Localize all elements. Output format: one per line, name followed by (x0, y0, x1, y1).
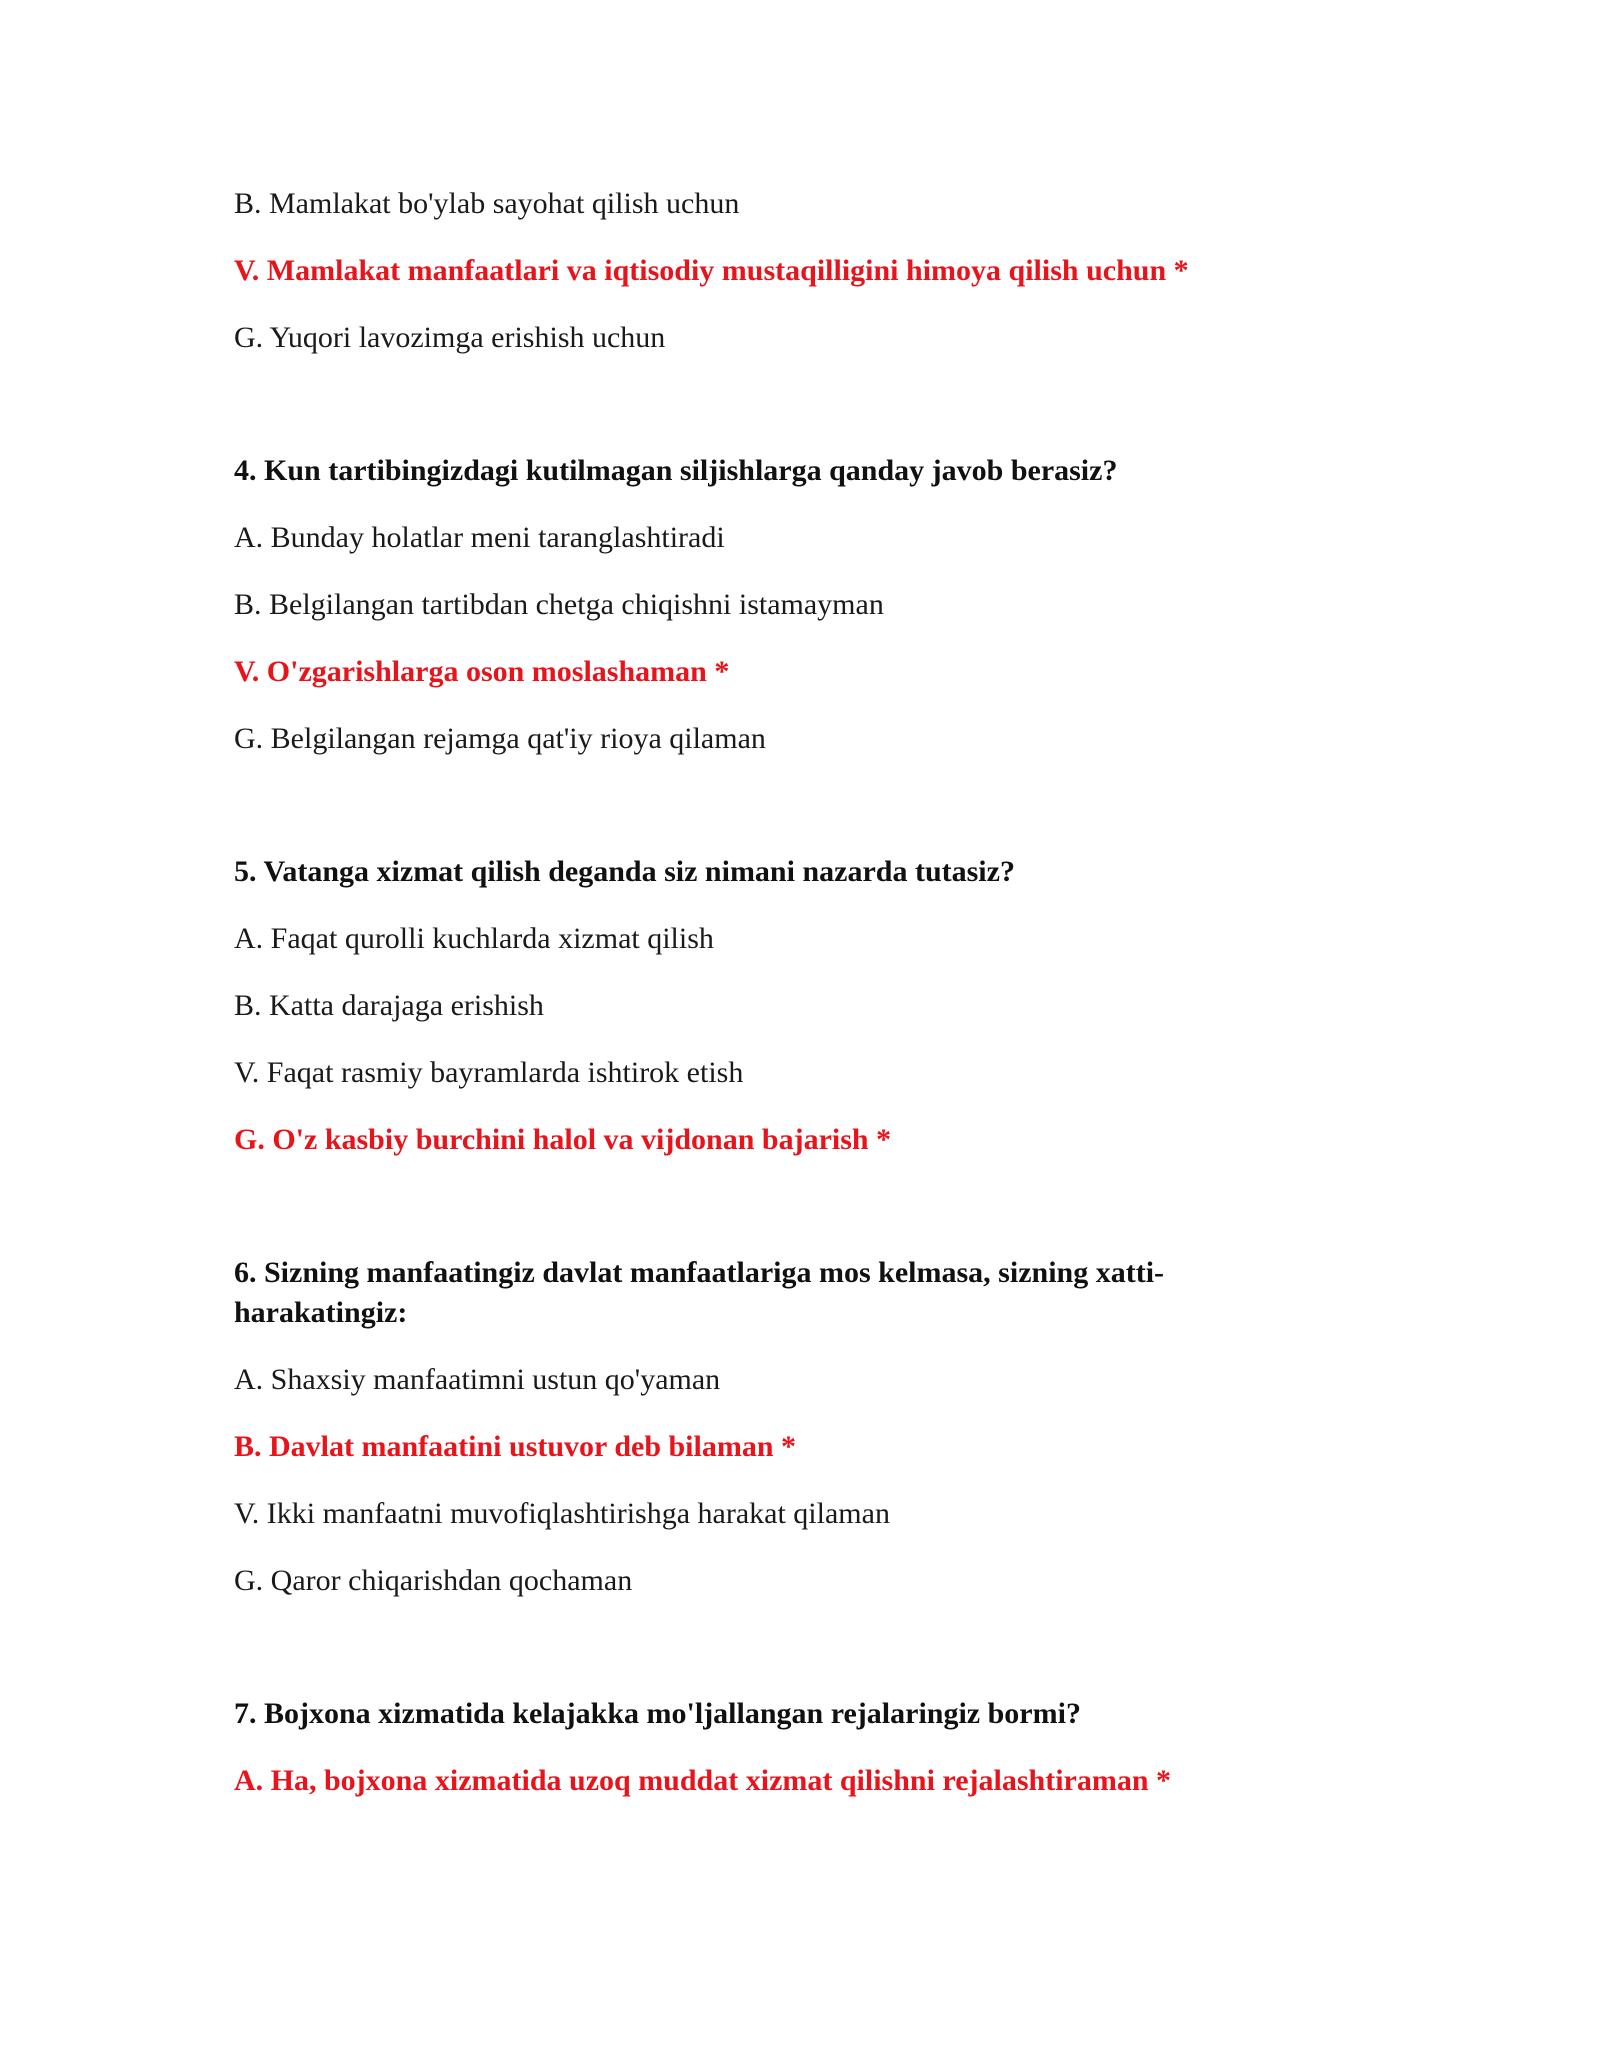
q4-question: 4. Kun tartibingizdagi kutilmagan siljishlarga qanday javob berasiz? (234, 454, 1118, 487)
q4-option-g: G. Belgilangan rejamga qat'iy rioya qilaman (234, 722, 766, 755)
q5-option-g-correct: G. O'z kasbiy burchini halol va vijdonan bajarish * (234, 1123, 892, 1156)
q5-option-b: B. Katta darajaga erishish (234, 989, 544, 1022)
q6-option-b-correct: B. Davlat manfaatini ustuvor deb bilaman * (234, 1430, 797, 1463)
q6-question-line-2: harakatingiz: (234, 1296, 408, 1329)
q5-option-v: V. Faqat rasmiy bayramlarda ishtirok etish (234, 1056, 744, 1089)
q3-option-b: B. Mamlakat bo'ylab sayohat qilish uchun (234, 187, 740, 220)
q4-option-a: A. Bunday holatlar meni taranglashtiradi (234, 521, 725, 554)
q7-option-a-correct: A. Ha, bojxona xizmatida uzoq muddat xizmat qilishni rejalashtiraman * (234, 1764, 1172, 1797)
q6-question-line-1: 6. Sizning manfaatingiz davlat manfaatlariga mos kelmasa, sizning xatti- (234, 1256, 1165, 1289)
q6-option-v: V. Ikki manfaatni muvofiqlashtirishga harakat qilaman (234, 1497, 890, 1530)
q4-option-v-correct: V. O'zgarishlarga oson moslashaman * (234, 655, 730, 688)
q3-option-v-correct: V. Mamlakat manfaatlari va iqtisodiy mustaqilligini himoya qilish uchun * (234, 254, 1189, 287)
q5-question: 5. Vatanga xizmat qilish deganda siz nimani nazarda tutasiz? (234, 855, 1015, 888)
q6-option-a: A. Shaxsiy manfaatimni ustun qo'yaman (234, 1363, 721, 1396)
q4-option-b: B. Belgilangan tartibdan chetga chiqishni istamayman (234, 588, 884, 621)
q3-option-g: G. Yuqori lavozimga erishish uchun (234, 321, 666, 354)
q6-option-g: G. Qaror chiqarishdan qochaman (234, 1564, 633, 1597)
q7-question: 7. Bojxona xizmatida kelajakka mo'ljallangan rejalaringiz bormi? (234, 1697, 1081, 1730)
q5-option-a: A. Faqat qurolli kuchlarda xizmat qilish (234, 922, 714, 955)
